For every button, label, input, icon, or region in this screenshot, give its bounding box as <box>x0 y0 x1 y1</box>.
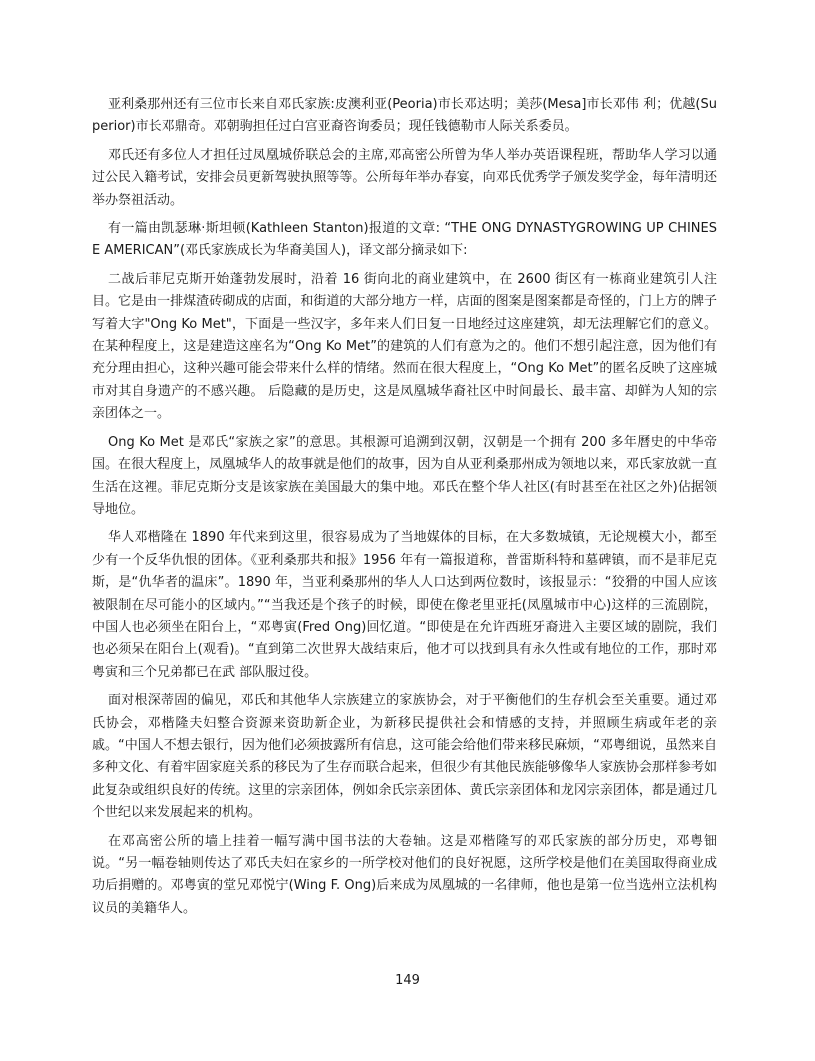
paragraph-family-associations: 面对根深蒂固的偏见，邓氏和其他华人宗族建立的家族协会，对于平衡他们的生存机会至关重要。通过邓氏协会，邓楷隆夫妇整合资源来资助新企业，为新移民提供社会和情感的支持，并照顾生病或年老的亲戚。“中国人不想去银行，因为他们必须披露所有信息，这可能会给他们带来移民麻烦，“邓粤细说，虽然来自多种文化、有着牢固家庭关系的移民为了生存而联合起来，但很少有其他民族能够像华人家族协会那样参考如此复杂或组织良好的传统。这里的宗亲团体，例如余氏宗亲团体、黄氏宗亲团体和龙冈宗亲团体，都是通过几个世纪以来发展起来的机构。 <box>92 693 717 821</box>
paragraph-mayors: 亚利桑那州还有三位市长来自邓氏家族:皮澳利亚(Peoria)市长邓达明；美莎(Mesa]市长邓伟 利；优越(Superior)市长邓鼎奇。邓朝驹担任过白宫亚裔咨询委员；现任钱德勒市人际关系委员。 <box>92 97 717 135</box>
body-text <box>92 94 717 926</box>
paragraph-discrimination: 华人邓楷隆在 1890 年代来到这里，很容易成为了当地媒体的目标，在大多数城镇，无论规模大小，都至少有一个反华仇恨的团体。《亚利桑那共和报》1956 年有一篇报道称，普雷斯科特和墓碑镇，而不是菲尼克斯，是“仇华者的温床”。1890 年，当亚利桑那州的华人人口达到两位数时，该报显示：“狡猾的中国人应该被限制在尽可能小的区域内。”“当我还是个孩子的时候，即使在像老里亚托(凤凰城市中心)这样的三流剧院，中国人也必须坐在阳台上，“邓粤寅(Fred Ong)回忆道。“即使是在允许西班牙裔进入主要区域的剧院，我们也必须呆在阳台上(观看)。“直到第二次世界大战结束后，他才可以找到具有永久性或有地位的工作，那时邓粤寅和三个兄弟都已在武 部队服过役。 <box>92 530 717 680</box>
paragraph-postwar-building: 二战后菲尼克斯开始蓬勃发展时，沿着 16 街向北的商业建筑中，在 2600 街区有一栋商业建筑引人注目。它是由一排煤渣砖砌成的店面，和街道的大部分地方一样，店面的图案是图案都是奇怪的，门上方的牌子写着大字"Ong Ko Met"，下面是一些汉字，多年来人们日复一日地经过这座建筑，却无法理解它们的意义。在某种程度上，这是建造这座名为“Ong Ko Met”的建筑的人们有意为之的。他们不想引起注意，因为他们有充分理由担心，这种兴趣可能会带来什么样的情绪。然而在很大程度上，“Ong Ko Met”的匿名反映了这座城市对其自身遗产的不感兴趣。 后隐藏的是历史，这是凤凰城华裔社区中时间最长、最丰富、却鲜为人知的宗亲团体之一。 <box>92 271 717 422</box>
paragraph-ong-ko-met-meaning: Ong Ko Met 是邓氏“家族之家”的意思。其根源可追溯到汉朝，汉朝是一个拥有 200 多年曆史的中华帝国。在很大程度上，凤凰城华人的故事就是他们的故事，因为自从亚利桑那州成为领地以来，邓氏家放就一直生活在这裡。菲尼克斯分支是该家族在美国最大的集中地。邓氏在整个华人社区(有时甚至在社区之外)佔据领导地位。 <box>92 434 717 517</box>
paragraph-association: 邓氏还有多位人才担任过凤凰城侨联总会的主席,邓高密公所曾为华人举办英语课程班，帮助华人学习以通过公民入籍考试，安排会员更新驾驶执照等等。公所每年举办春宴，向邓氏优秀学子颁发奖学金，每年清明还举办祭祖活动。 <box>92 147 717 208</box>
paragraph-calligraphy-scroll: 在邓高密公所的墙上挂着一幅写满中国书法的大卷轴。这是邓楷隆写的邓氏家族的部分历史，邓粤钿说。“另一幅卷轴则传达了邓氏夫妇在家乡的一所学校对他们的良好祝愿，这所学校是他们在美国取得商业成功后捐赠的。邓粤寅的堂兄邓悦宁(Wing F. Ong)后来成为凤凰城的一名律师，他也是第一位当选州立法机构议员的美籍华人。 <box>92 833 717 916</box>
page-number: 149 <box>395 973 420 988</box>
paragraph-article-intro: 有一篇由凯瑟琳·斯坦顿(Kathleen Stanton)报道的文章: “THE ONG DYNASTYGROWING UP CHINESE AMERICAN”(邓氏家族成长为华裔美国人)，译文部分摘录如下: <box>92 221 717 259</box>
